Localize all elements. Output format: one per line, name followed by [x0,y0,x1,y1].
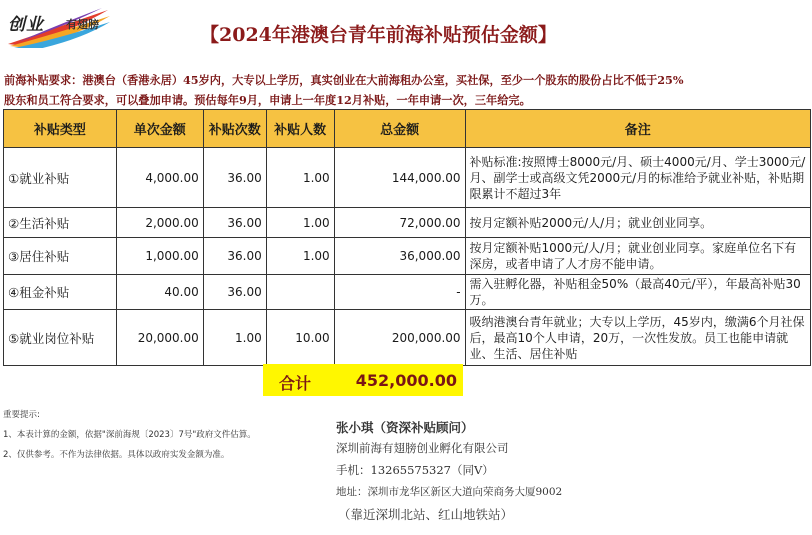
contact-company: 深圳前海有翅膀创业孵化有限公司 [336,441,509,455]
cell-note: 按月定额补贴1000元/人/月；就业创业同享。家庭单位名下有深房，或者申请了人才房不能申请。 [465,238,810,275]
subsidy-table [3,109,811,366]
cell-people [266,275,334,310]
cell-times: 36.00 [203,275,266,310]
notes-item: 2、仅供参考。不作为法律依据。具体以政府实发金额为准。 [3,450,230,460]
cell-type: ④租金补贴 [4,275,117,310]
header-amount: 单次金额 [116,110,203,148]
cell-note: 补贴标准:按照博士8000元/月、硕士4000元/月、学士3000元/月、副学士或高级文凭2000元/月的标准给予就业补贴，补贴期限累计不超过3年 [465,148,810,208]
contact-phone: 手机：13265575327（同V） [336,463,494,477]
cell-total: 200,000.00 [334,310,465,366]
requirements [4,70,810,110]
header-type: 补贴类型 [4,110,117,148]
contact-name: 张小琪（资深补贴顾问） [336,420,474,435]
table-row [4,310,811,366]
header-note: 备注 [465,110,810,148]
cell-type: ⑤就业岗位补贴 [4,310,117,366]
cell-total: 36,000.00 [334,238,465,275]
page-title: 【2024年港澳台青年前海补贴预估金额】 [200,24,557,46]
header-people: 补贴人数 [266,110,334,148]
table-header-row [4,110,811,148]
table-row [4,148,811,208]
requirements-line-2: 股东和员工符合要求，可以叠加申请。预估每年9月，申请上一年度12月补贴，一年申请一次，三年给完。 [4,93,531,107]
contact-address: 地址：深圳市龙华区新区大道向荣商务大厦9002 [336,486,563,498]
notes-heading: 重要提示: [3,410,40,420]
header-total: 总金额 [334,110,465,148]
total-label: 合计 [279,374,312,393]
cell-amount: 4,000.00 [116,148,203,208]
logo-text: 创业 [8,15,44,35]
notes-item: 1、本表计算的金额，依据"深前海规〔2023〕7号"政府文件估算。 [3,430,256,440]
cell-people: 1.00 [266,208,334,238]
cell-total: 144,000.00 [334,148,465,208]
table-row [4,208,811,238]
table-row [4,238,811,275]
cell-times: 36.00 [203,238,266,275]
cell-people: 1.00 [266,148,334,208]
cell-note: 需入驻孵化器，补贴租金50%（最高40元/平），年最高补贴30万。 [465,275,810,310]
contact-nearby: （靠近深圳北站、红山地铁站） [338,507,514,522]
header-times: 补贴次数 [203,110,266,148]
cell-times: 36.00 [203,208,266,238]
cell-people: 10.00 [266,310,334,366]
cell-amount: 20,000.00 [116,310,203,366]
cell-type: ①就业补贴 [4,148,117,208]
requirements-line-1: 前海补贴要求：港澳台（香港永居）45岁内，大专以上学历，真实创业在大前海租办公室，买社保，至少一个股东的股份占比不低于25% [4,73,684,87]
cell-note: 吸纳港澳台青年就业；大专以上学历，45岁内，缴满6个月社保后，最高10个人申请，20万，一次性发放。员工也能申请就业、生活、居住补贴 [465,310,810,366]
cell-amount: 2,000.00 [116,208,203,238]
cell-amount: 40.00 [116,275,203,310]
total-box [263,364,463,396]
cell-times: 36.00 [203,148,266,208]
cell-amount: 1,000.00 [116,238,203,275]
cell-type: ②生活补贴 [4,208,117,238]
cell-total: - [334,275,465,310]
cell-note: 按月定额补贴2000元/人/月；就业创业同享。 [465,208,810,238]
total-value: 452,000.00 [355,371,457,390]
important-notes [3,405,256,465]
cell-times: 1.00 [203,310,266,366]
cell-type: ③居住补贴 [4,238,117,275]
cell-people: 1.00 [266,238,334,275]
table-row [4,275,811,310]
logo-subtext: 有翅膀 [66,18,99,31]
cell-total: 72,000.00 [334,208,465,238]
logo [4,4,112,48]
